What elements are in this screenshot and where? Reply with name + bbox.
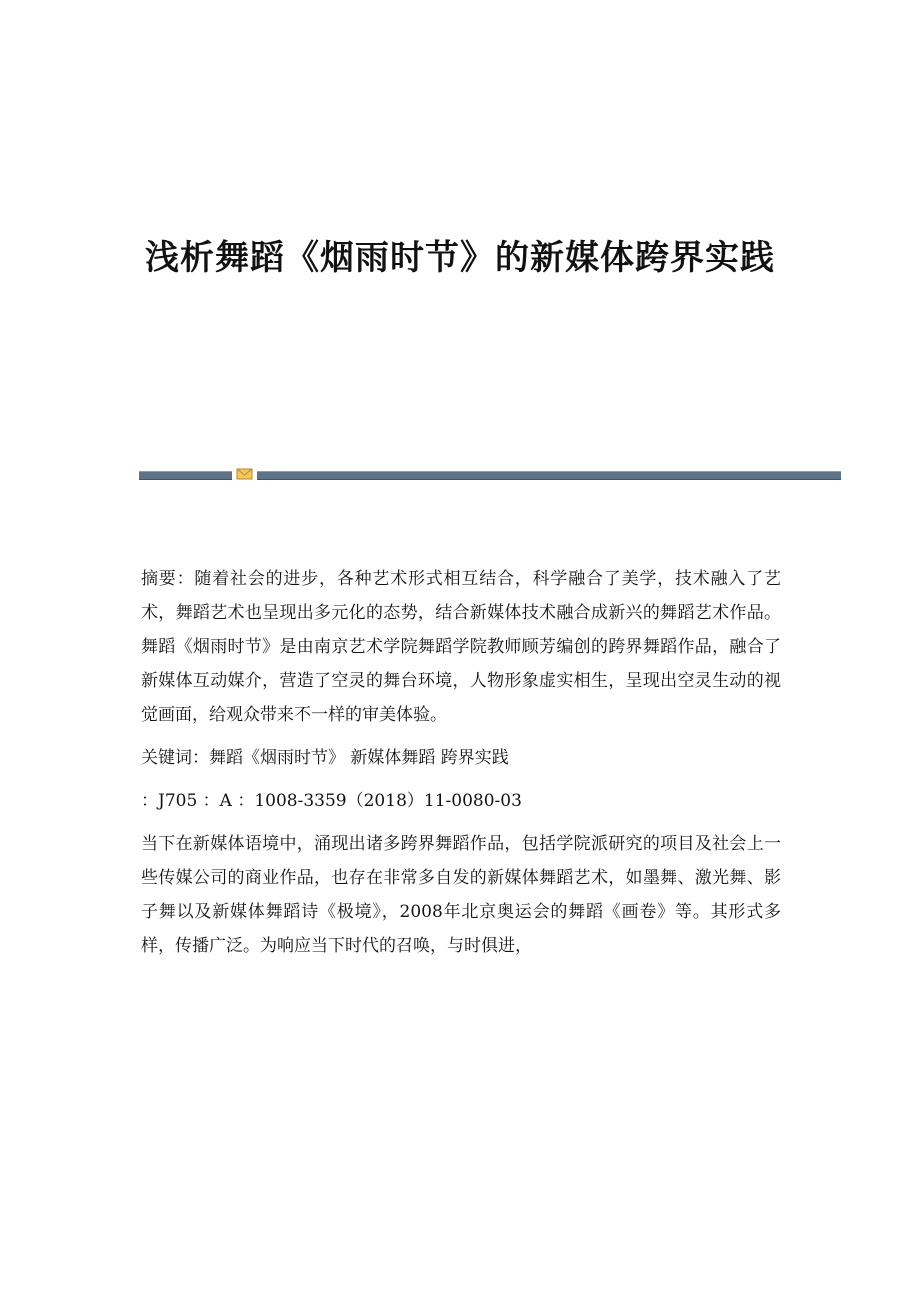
abstract-paragraph: 摘要：随着社会的进步，各种艺术形式相互结合，科学融合了美学，技术融入了艺术，舞蹈艺术也呈现出多元化的态势，结合新媒体技术融合成新兴的舞蹈艺术作品。舞蹈《烟雨时节》是由南京艺术学院舞蹈学院教师顾芳编创的跨界舞蹈作品，融合了新媒体互动媒介，营造了空灵的舞台环境，人物形象虚实相生，呈现出空灵生动的视觉画面，给观众带来不一样的审美体验。 (141, 569, 781, 725)
divider-bar-right (257, 471, 841, 480)
body-paragraph: 当下在新媒体语境中，涌现出诸多跨界舞蹈作品，包括学院派研究的项目及社会上一些传媒公司的商业作品，也存在非常多自发的新媒体舞蹈艺术，如墨舞、激光舞、影子舞以及新媒体舞蹈诗《极境》，2008年北京奥运会的舞蹈《画卷》等。其形式多样，传播广泛。为响应当下时代的召唤，与时俱进， (141, 834, 781, 956)
classification-line: ：J705 ：A ：1008-3359（2018）11-0080-03 (141, 791, 522, 811)
envelope-icon (236, 467, 253, 481)
document-title: 浅析舞蹈《烟雨时节》的新媒体跨界实践 (145, 238, 775, 278)
divider-bar-left (139, 471, 232, 480)
title-divider (139, 467, 841, 483)
keywords-line: 关键词：舞蹈《烟雨时节》 新媒体舞蹈 跨界实践 (141, 748, 509, 768)
document-body (141, 562, 781, 972)
